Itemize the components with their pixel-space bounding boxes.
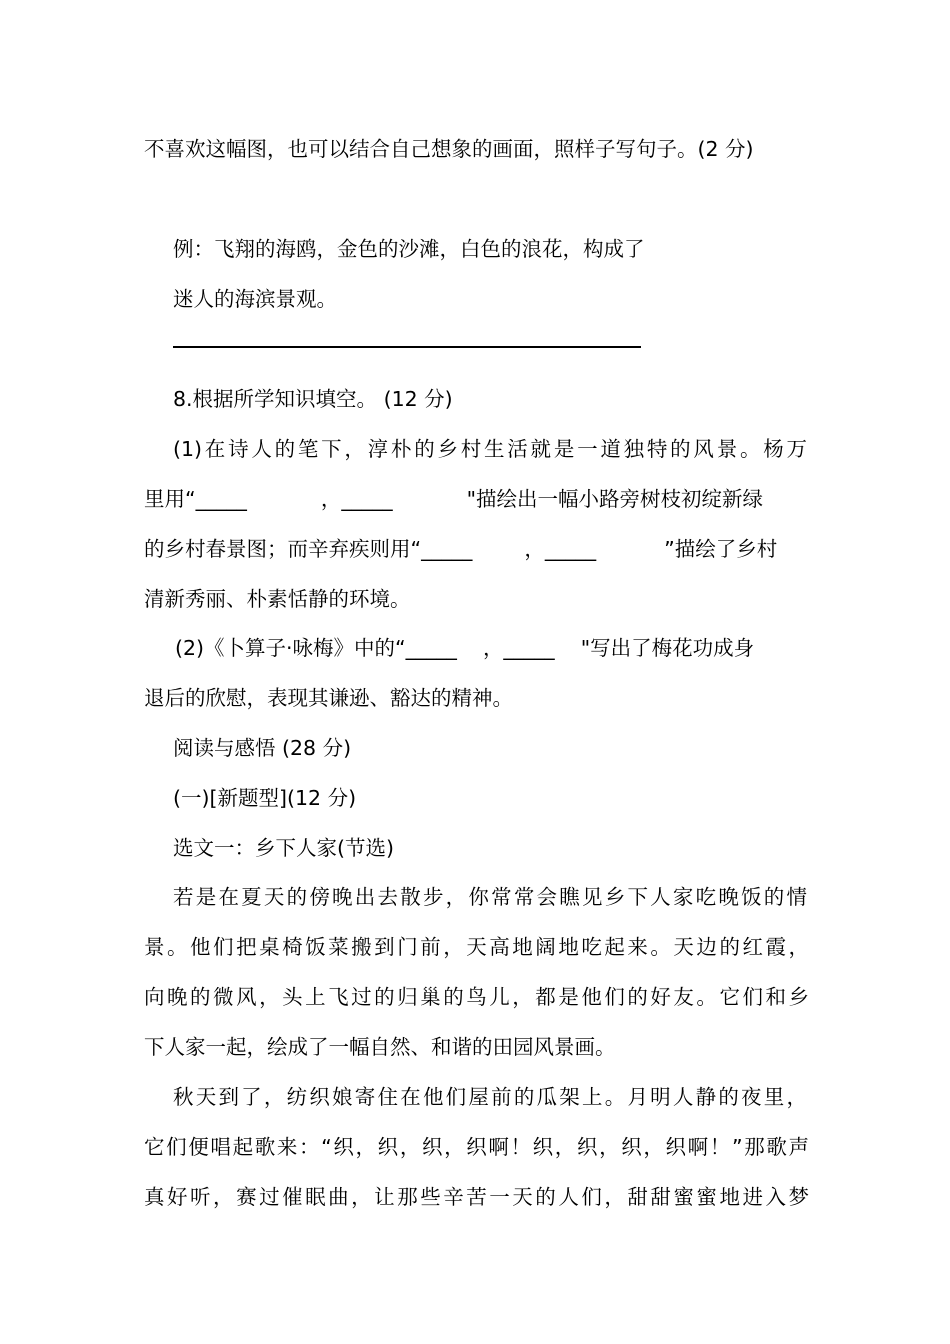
fill-blank[interactable]: 的乡村春景图；而辛弃疾则用“_____	[144, 537, 473, 561]
answer-line[interactable]	[173, 346, 641, 348]
fill-blank[interactable]: ，_____	[482, 636, 555, 660]
passage-title: 选文一：乡下人家(节选)	[173, 836, 394, 860]
question-8-part-1-line-3	[144, 535, 809, 563]
question-text: ”描绘了乡村	[664, 537, 778, 561]
fill-blank[interactable]: ，_____	[320, 487, 393, 511]
fill-blank[interactable]: (2)《卜算子·咏梅》中的“_____	[175, 636, 457, 660]
example-line-2: 迷人的海滨景观。	[173, 287, 337, 311]
example-line-1: 例：飞翔的海鸥，金色的沙滩，白色的浪花，构成了	[173, 237, 645, 261]
question-text: "描绘出一幅小路旁树枝初绽新绿	[466, 487, 764, 511]
section-heading: 阅读与感悟 (28 分)	[173, 736, 352, 760]
question-8-heading: 8.根据所学知识填空。 (12 分)	[173, 387, 453, 411]
subsection-heading: (一)[新题型](12 分)	[173, 786, 357, 810]
passage-paragraph-2-line-3: 真好听，赛过催眠曲，让那些辛苦一天的人们，甜甜蜜蜜地进入梦	[144, 1185, 809, 1209]
question-text: "写出了梅花功成身	[580, 636, 755, 660]
question-8-part-1-line-2	[144, 485, 809, 513]
question-8-part-1-line-1: (1)在诗人的笔下，淳朴的乡村生活就是一道独特的风景。杨万	[173, 437, 807, 461]
passage-paragraph-2-line-2: 它们便唱起歌来：“织，织，织，织啊！织，织，织，织啊！”那歌声	[144, 1135, 809, 1159]
passage-paragraph-1-line-1: 若是在夏天的傍晚出去散步，你常常会瞧见乡下人家吃晚饭的情	[173, 885, 807, 909]
question-7-prompt-line: 不喜欢这幅图，也可以结合自己想象的画面，照样子写句子。(2 分)	[144, 137, 754, 161]
passage-paragraph-2-line-1: 秋天到了，纺织娘寄住在他们屋前的瓜架上。月明人静的夜里，	[173, 1085, 807, 1109]
question-8-part-2-line-1	[175, 634, 840, 662]
fill-blank[interactable]: ，_____	[524, 537, 597, 561]
passage-paragraph-1-line-3: 向晚的微风，头上飞过的归巢的鸟儿，都是他们的好友。它们和乡	[144, 985, 809, 1009]
fill-blank[interactable]: 里用“_____	[144, 487, 247, 511]
question-8-part-1-line-4: 清新秀丽、朴素恬静的环境。	[144, 587, 411, 611]
passage-paragraph-1-line-2: 景。他们把桌椅饭菜搬到门前，天高地阔地吃起来。天边的红霞，	[144, 935, 809, 959]
question-8-part-2-line-2: 退后的欣慰，表现其谦逊、豁达的精神。	[144, 686, 513, 710]
passage-paragraph-1-line-4: 下人家一起，绘成了一幅自然、和谐的田园风景画。	[144, 1035, 616, 1059]
